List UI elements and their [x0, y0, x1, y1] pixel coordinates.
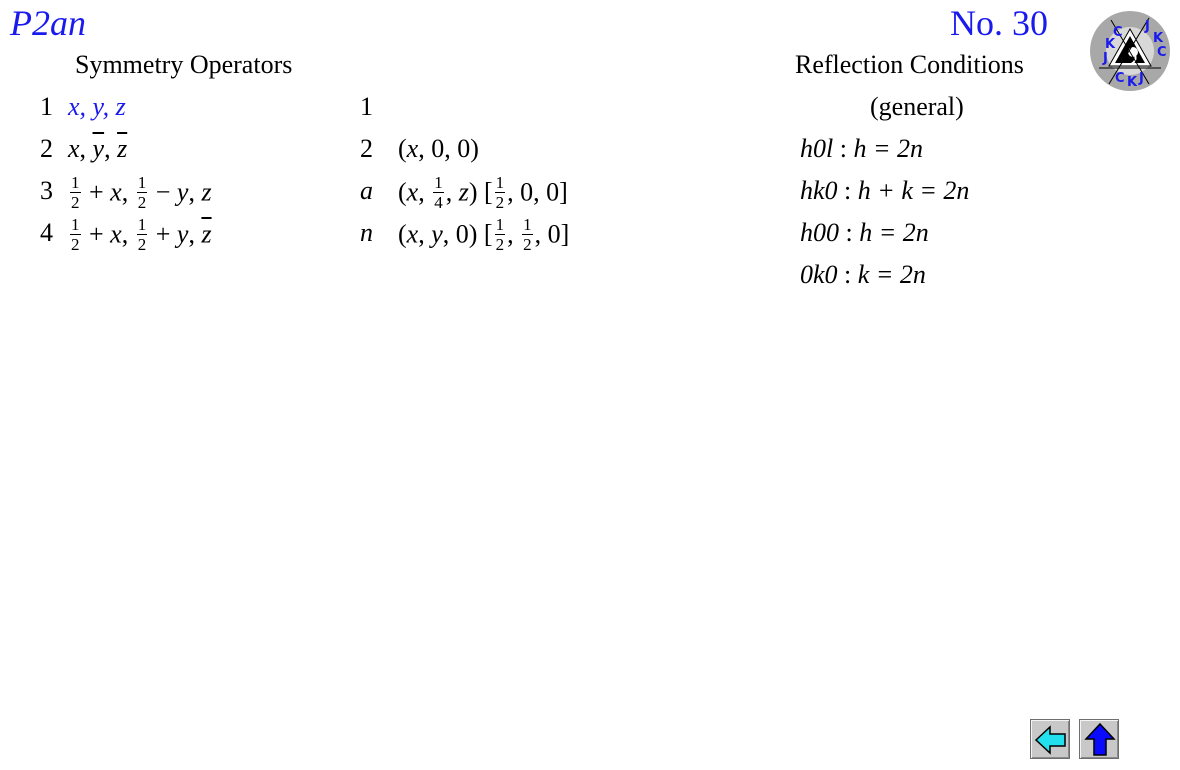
logo-letter-k1: K	[1153, 31, 1164, 46]
op-location: (x, y, 0) [ $\frac{1}{2}$ , $\frac{1}{2}$ , 0]	[398, 215, 570, 254]
condition-hkl: h0l	[800, 134, 834, 163]
reflection-condition-row: h00 : h = 2n	[800, 218, 929, 247]
op-symbol: n	[360, 218, 373, 247]
space-group-title: P2an	[10, 3, 86, 43]
logo-letter-j2: J	[1103, 51, 1108, 66]
condition-hkl: hk0	[800, 176, 838, 205]
space-group-number: No. 30	[950, 3, 1048, 43]
reflection-condition-row: 0k0 : k = 2n	[800, 260, 926, 289]
op-symbol: a	[360, 176, 373, 205]
arrow-left-icon	[1031, 720, 1071, 760]
arrow-up-icon	[1080, 720, 1120, 760]
reflection-conditions-heading: Reflection Conditions	[795, 50, 1024, 79]
logo-letter-k3: K	[1127, 75, 1138, 90]
logo-letter-j3: J	[1139, 71, 1144, 86]
op-location: (x, $\frac{1}{4}$ , z) [ $\frac{1}{2}$ , 0, 0]	[398, 173, 568, 212]
op-index: 3	[40, 176, 53, 205]
logo-letter-j1: J	[1145, 19, 1150, 34]
op-coordinates: x, $\overline{y}$, $\overline{z}$	[68, 134, 128, 163]
op-location: (x, 0, 0)	[398, 134, 479, 163]
reflection-condition-row: h0l : h = 2n	[800, 134, 924, 163]
logo-letter-c1: C	[1157, 45, 1167, 60]
reflection-condition-row: hk0 : h + k = 2n	[800, 176, 970, 205]
op-coordinates: $\frac{1}{2}$ + x, $\frac{1}{2}$ − y, z	[71, 173, 212, 212]
op-symbol: 2	[360, 134, 373, 163]
condition-rule: h = 2n	[853, 134, 924, 163]
logo-letter-c2: C	[1113, 25, 1123, 40]
op-coordinates: x, y, z	[68, 92, 126, 121]
op-coordinates: $\frac{1}{2}$ + x, $\frac{1}{2}$ + y, $\overline{z}$	[71, 215, 212, 254]
condition-rule: k = 2n	[857, 260, 926, 289]
logo-letter-c3: C	[1115, 71, 1125, 86]
logo-letter-k2: K	[1105, 37, 1116, 52]
up-button[interactable]	[1079, 719, 1119, 759]
op-index: 1	[40, 92, 53, 121]
op-index: 2	[40, 134, 53, 163]
reflection-conditions-subheading: (general)	[870, 92, 964, 121]
symmetry-operators-heading: Symmetry Operators	[75, 50, 293, 79]
op-index: 4	[40, 218, 53, 247]
condition-hkl: h00	[800, 218, 839, 247]
condition-hkl: 0k0	[800, 260, 838, 289]
condition-rule: h + k = 2n	[857, 176, 970, 205]
op-symbol: 1	[360, 92, 373, 121]
condition-rule: h = 2n	[859, 218, 929, 247]
jkc-logo	[1089, 10, 1171, 92]
back-button[interactable]	[1030, 719, 1070, 759]
